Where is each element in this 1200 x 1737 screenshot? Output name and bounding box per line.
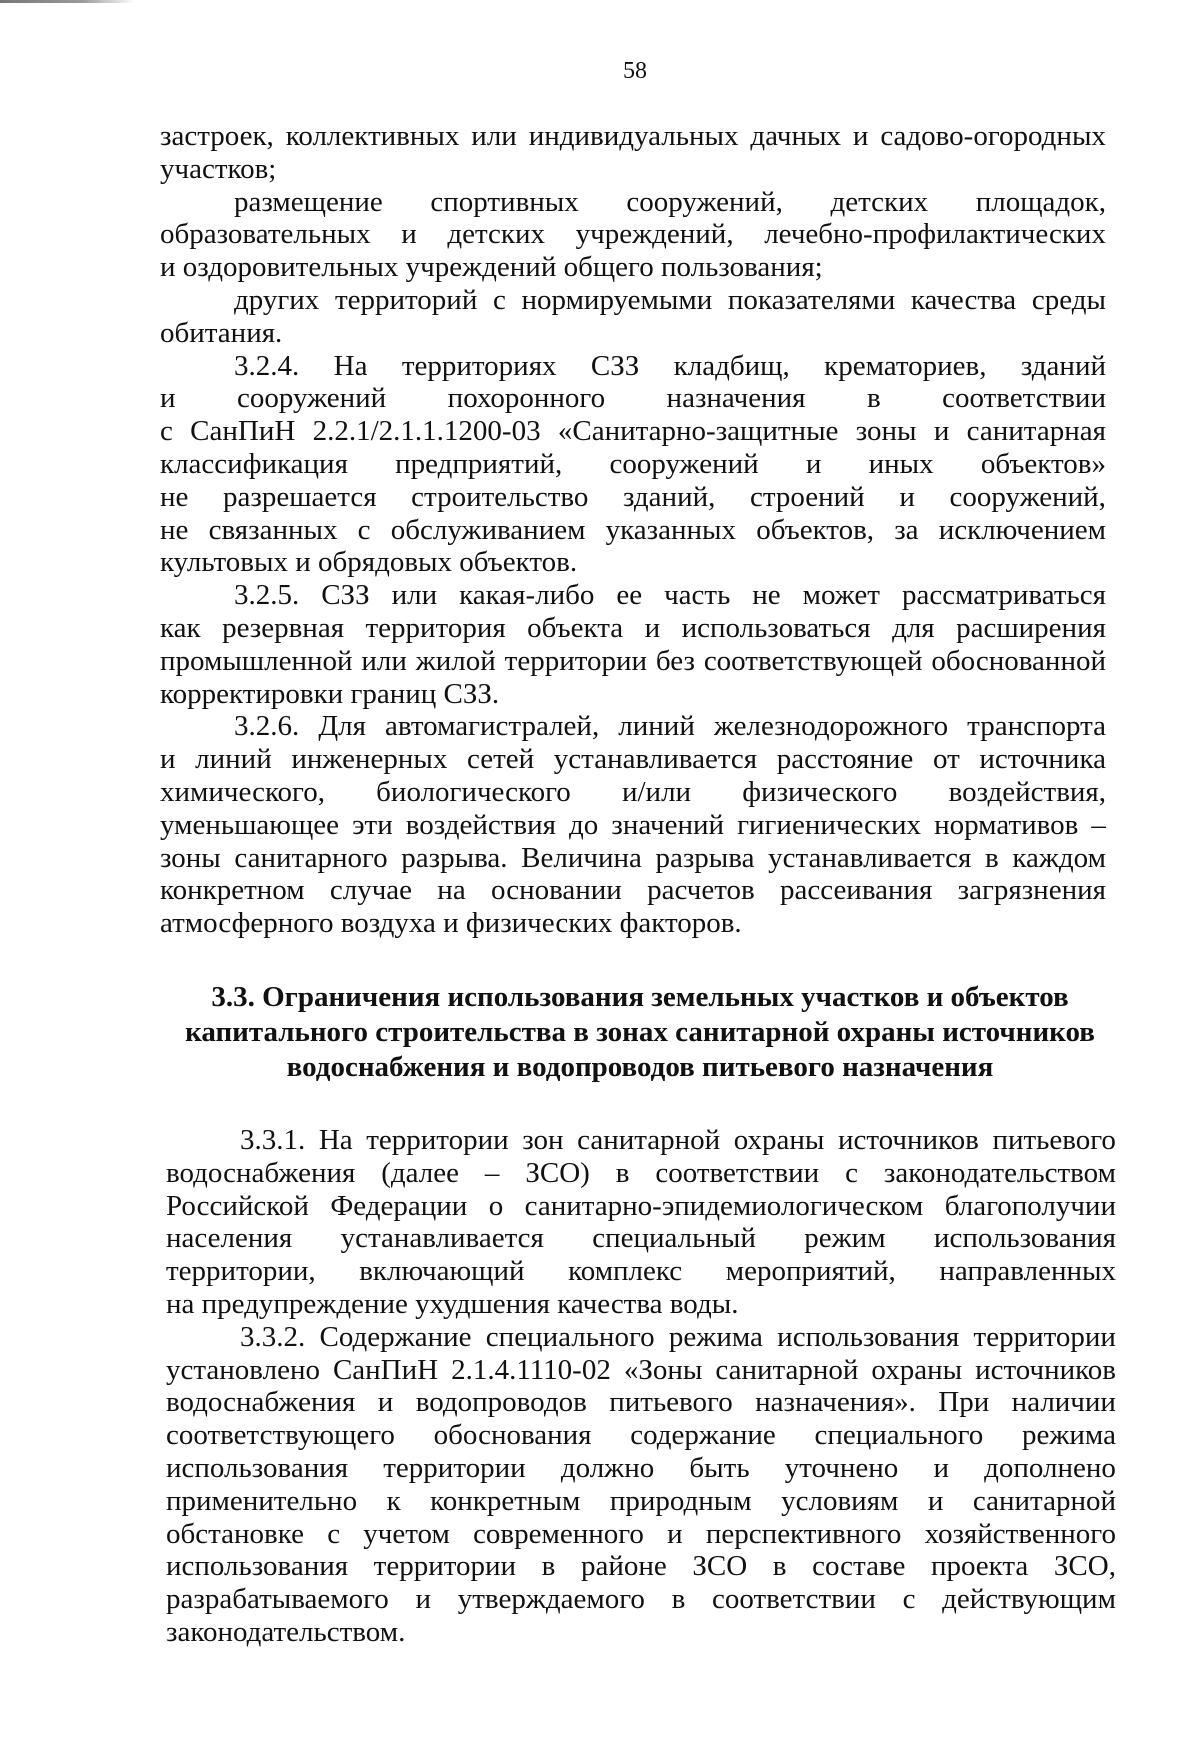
text-line: 3.2.4. На территориях СЗЗ кладбищ, крематориев, зданий [234,349,1106,382]
paragraph [166,1124,1116,1321]
text-line: уменьшающее эти воздействия до значений гигиенических нормативов – [160,808,1106,841]
text-line: участков; [160,152,277,185]
heading-line: водоснабжения и водопроводов питьевого назначения [286,1051,994,1083]
text-line: не связанных с обслуживанием указанных объектов, за исключением [160,513,1106,546]
text-line: химического, биологического и/или физического воздействия, [160,775,1106,808]
text-line: законодательством. [166,1615,406,1648]
text-block-bottom [166,1124,1116,1649]
text-line: и линий инженерных сетей устанавливается расстояние от источника [160,743,1106,776]
text-line: разрабатываемого и утверждаемого в соответствии с действующим [166,1583,1116,1616]
section-heading-3-3 [0,980,1200,1085]
text-line: применительно к конкретным природным условиям и санитарной [166,1484,1116,1517]
text-line: территории, включающий комплекс мероприятий, направленных [166,1255,1116,1288]
text-line: и оздоровительных учреждений общего пользования; [160,251,823,284]
text-line: образовательных и детских учреждений, лечебно-профилактических [160,218,1106,251]
text-line: 3.3.1. На территории зон санитарной охраны источников питьевого [240,1124,1116,1156]
paragraph [160,579,1106,710]
text-line: как резервная территория объекта и использоваться для расширения [160,611,1106,644]
text-line: классификация предприятий, сооружений и иных объектов» [160,447,1106,480]
text-line: использования территории в районе ЗСО в составе проекта ЗСО, [166,1550,1116,1583]
text-line: 3.2.5. СЗЗ или какая-либо ее часть не может рассматриваться [234,579,1106,612]
text-line: корректировки границ СЗЗ. [160,677,500,710]
paragraph [160,186,1106,284]
text-line: с СанПиН 2.2.1/2.1.1.1200-03 «Санитарно-защитные зоны и санитарная [160,415,1106,448]
text-line: Российской Федерации о санитарно-эпидемиологическом благополучии [166,1189,1116,1222]
page-number: 58 [623,58,647,84]
text-line: водоснабжения и водопроводов питьевого назначения». При наличии [166,1386,1116,1419]
heading-line: капитального строительства в зонах санитарной охраны источников [185,1016,1095,1048]
text-line: на предупреждение ухудшения качества воды. [166,1287,739,1320]
paragraph [160,120,1106,186]
paragraph [166,1321,1116,1649]
paragraph [160,350,1106,580]
text-line: застроек, коллективных или индивидуальных дачных и садово-огородных [160,120,1106,152]
text-line: соответствующего обоснования содержание специального режима [166,1419,1116,1452]
heading-line: 3.3. Ограничения использования земельных участков и объектов [211,981,1069,1013]
text-line: использования территории должно быть уточнено и дополнено [166,1451,1116,1484]
text-line: не разрешается строительство зданий, строений и сооружений, [160,480,1106,513]
paragraph [160,710,1106,940]
text-line: других территорий с нормируемыми показателями качества среды [234,283,1106,316]
text-line: 3.3.2. Содержание специального режима использования территории [240,1320,1116,1353]
text-line: промышленной или жилой территории без соответствующей обоснованной [160,644,1106,677]
text-line: населения устанавливается специальный режим использования [166,1222,1116,1255]
text-line: культовых и обрядовых объектов. [160,546,578,579]
text-line: конкретном случае на основании расчетов рассеивания загрязнения [160,874,1106,907]
text-line: зоны санитарного разрыва. Величина разрыва устанавливается в каждом [160,841,1106,874]
text-line: водоснабжения (далее – ЗСО) в соответствии с законодательством [166,1156,1116,1189]
text-block-top [160,120,1106,940]
text-line: атмосферного воздуха и физических факторов. [160,907,742,940]
text-line: и сооружений похоронного назначения в соответствии [160,382,1106,415]
scan-edge-mark [0,0,135,3]
paragraph [160,284,1106,350]
text-line: обстановке с учетом современного и перспективного хозяйственного [166,1517,1116,1550]
text-line: 3.2.6. Для автомагистралей, линий железнодорожного транспорта [234,710,1106,743]
text-line: размещение спортивных сооружений, детских площадок, [234,185,1106,218]
text-line: установлено СанПиН 2.1.4.1110-02 «Зоны санитарной охраны источников [166,1353,1116,1386]
text-line: обитания. [160,316,283,349]
